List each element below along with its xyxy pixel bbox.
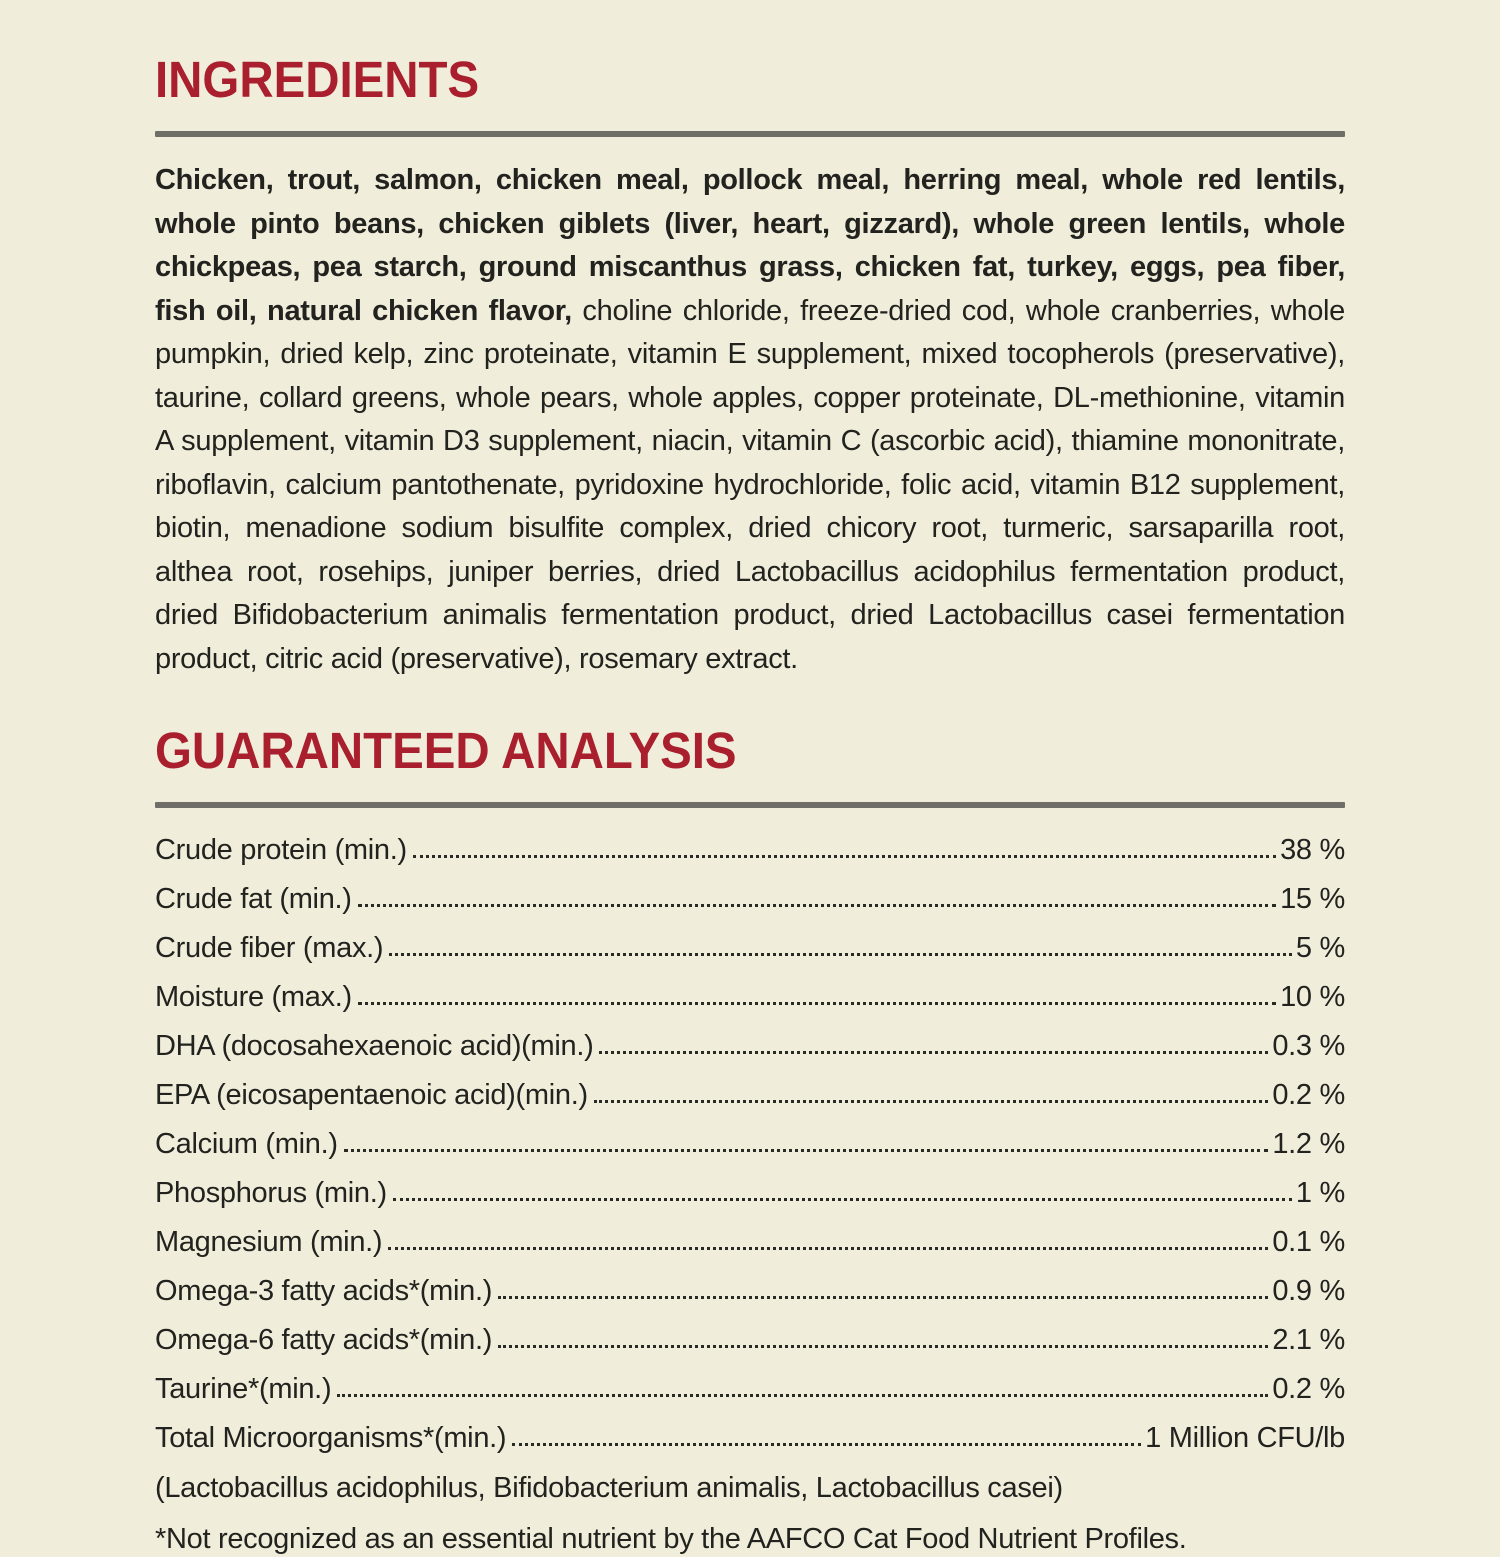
- analysis-table: [155, 818, 1345, 1455]
- row-value: 1 Million CFU/lb: [1145, 1422, 1345, 1454]
- analysis-row-crude-fiber: [155, 916, 1345, 965]
- row-label: Phosphorus (min.): [155, 1177, 387, 1209]
- ingredients-divider: [155, 131, 1345, 137]
- dot-leader: [358, 1002, 1276, 1005]
- analysis-row-omega6: [155, 1308, 1345, 1357]
- row-label: Calcium (min.): [155, 1128, 338, 1160]
- dot-leader: [358, 904, 1276, 907]
- row-label: Crude protein (min.): [155, 834, 407, 866]
- row-label: Total Microorganisms*(min.): [155, 1422, 507, 1454]
- analysis-divider: [155, 802, 1345, 808]
- analysis-row-magnesium: [155, 1210, 1345, 1259]
- dot-leader: [512, 1443, 1141, 1446]
- ingredients-primary-text: Chicken, trout, salmon, chicken meal, pollock meal, herring meal, whole red lentils, whole pinto beans, chicken giblets (liver, heart, gizzard), whole green lentils, whole chickpeas, pea starch, ground miscanthus grass, chicken fat, turkey, eggs, pea fiber, fish oil, natural chicken flavor,: [155, 164, 1345, 327]
- analysis-row-epa: [155, 1063, 1345, 1112]
- analysis-row-dha: [155, 1014, 1345, 1063]
- analysis-row-total-microorganisms: [155, 1406, 1345, 1455]
- row-label: EPA (eicosapentaenoic acid)(min.): [155, 1079, 588, 1111]
- ingredients-list: [155, 159, 1345, 681]
- analysis-row-calcium: [155, 1112, 1345, 1161]
- guaranteed-analysis-section: [155, 721, 1345, 1557]
- row-label: Omega-6 fatty acids*(min.): [155, 1324, 493, 1356]
- row-value: 1 %: [1295, 1177, 1345, 1209]
- row-value: 0.2 %: [1272, 1373, 1345, 1405]
- row-label: Crude fiber (max.): [155, 932, 384, 964]
- row-value: 1.2 %: [1272, 1128, 1345, 1160]
- row-value: 0.2 %: [1272, 1079, 1345, 1111]
- ingredients-title: INGREDIENTS: [155, 51, 480, 108]
- guaranteed-analysis-title: GUARANTEED ANALYSIS: [155, 722, 737, 779]
- row-value: 10 %: [1280, 981, 1345, 1013]
- analysis-row-crude-fat: [155, 867, 1345, 916]
- dot-leader: [337, 1394, 1268, 1397]
- dot-leader: [413, 855, 1276, 858]
- dot-leader: [498, 1296, 1268, 1299]
- analysis-row-phosphorus: [155, 1161, 1345, 1210]
- dot-leader: [599, 1051, 1268, 1054]
- ingredients-secondary-text: choline chloride, freeze-dried cod, whole cranberries, whole pumpkin, dried kelp, zinc proteinate, vitamin E supplement, mixed tocopherols (preservative), taurine, collard greens, whole pears, whole apples, copper proteinate, DL-methionine, vitamin A supplement, vitamin D3 supplement, niacin, vitamin C (ascorbic acid), thiamine mononitrate, riboflavin, calcium pantothenate, pyridoxine hydrochloride, folic acid, vitamin B12 supplement, biotin, menadione sodium bisulfite complex, dried chicory root, turmeric, sarsaparilla root, althea root, rosehips, juniper berries, dried Lactobacillus acidophilus fermentation product, dried Bifidobacterium animalis fermentation product, dried Lactobacillus casei fermentation product, citric acid (preservative), rosemary extract.: [155, 294, 1345, 675]
- ingredients-section: [155, 50, 1345, 681]
- dot-leader: [498, 1345, 1268, 1348]
- analysis-row-moisture: [155, 965, 1345, 1014]
- row-value: 2.1 %: [1272, 1324, 1345, 1356]
- row-label: DHA (docosahexaenoic acid)(min.): [155, 1030, 594, 1062]
- microorganisms-species-note: (Lactobacillus acidophilus, Bifidobacterium animalis, Lactobacillus casei): [155, 1472, 1063, 1504]
- row-value: 0.1 %: [1272, 1226, 1345, 1258]
- row-label: Magnesium (min.): [155, 1226, 383, 1258]
- row-label: Moisture (max.): [155, 981, 352, 1013]
- row-value: 0.9 %: [1272, 1275, 1345, 1307]
- row-value: 5 %: [1295, 932, 1345, 964]
- row-value: 15 %: [1280, 883, 1345, 915]
- dot-leader: [388, 1247, 1268, 1250]
- row-label: Taurine*(min.): [155, 1373, 332, 1405]
- dot-leader: [393, 1198, 1292, 1201]
- row-label: Crude fat (min.): [155, 883, 352, 915]
- analysis-row-taurine: [155, 1357, 1345, 1406]
- dot-leader: [344, 1149, 1269, 1152]
- dot-leader: [389, 953, 1292, 956]
- row-label: Omega-3 fatty acids*(min.): [155, 1275, 493, 1307]
- aafco-footnote: *Not recognized as an essential nutrient by the AAFCO Cat Food Nutrient Profiles.: [155, 1523, 1187, 1555]
- analysis-row-omega3: [155, 1259, 1345, 1308]
- row-value: 0.3 %: [1272, 1030, 1345, 1062]
- row-value: 38 %: [1280, 834, 1345, 866]
- dot-leader: [594, 1100, 1268, 1103]
- analysis-row-crude-protein: [155, 818, 1345, 867]
